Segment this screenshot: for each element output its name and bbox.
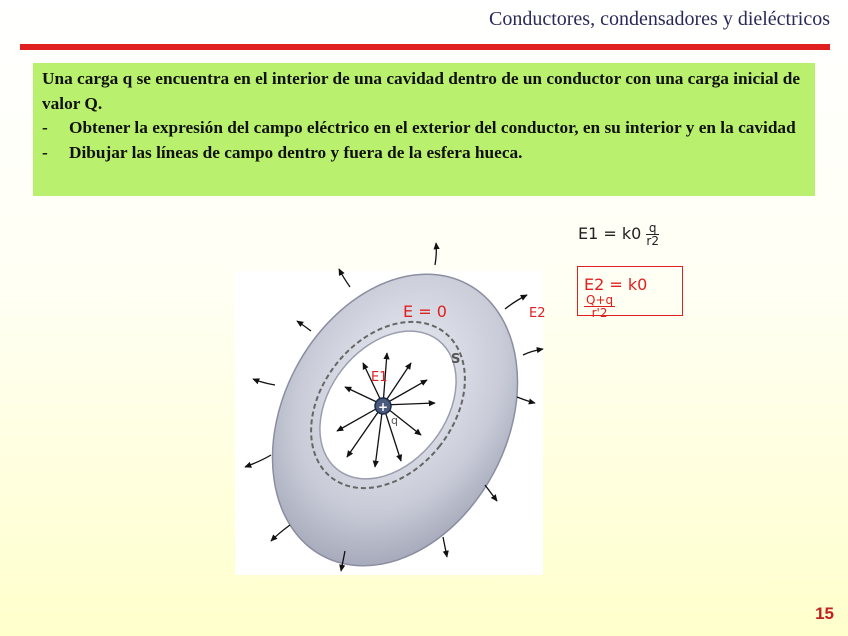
charge-label: q	[391, 414, 398, 427]
equation-e1-den: r2	[646, 234, 659, 248]
equation-e1-fraction	[646, 222, 659, 247]
label-cavity-field: E1	[371, 370, 388, 385]
bullet-text: Dibujar las líneas de campo dentro y fuera de la esfera hueca.	[69, 142, 523, 162]
equation-e1-lhs: E1 = k0	[578, 224, 642, 243]
problem-statement	[33, 63, 815, 196]
equation-e2-num: Q+q	[586, 293, 614, 307]
bullet-marker: -	[42, 118, 48, 137]
slide-title: Conductores, condensadores y dieléctricos	[488, 8, 830, 30]
page-number: 15	[815, 604, 834, 623]
problem-bullet-1	[42, 116, 807, 141]
equation-e1-num: q	[646, 222, 659, 235]
surface-label: S	[451, 352, 461, 367]
bullet-text: Obtener la expresión del campo eléctrico en el exterior del conductor, en su interior y en la cavidad	[69, 118, 796, 137]
problem-bullet-2	[42, 141, 807, 166]
conductor-diagram	[235, 235, 555, 580]
charge-symbol: +	[377, 400, 389, 414]
label-inside-conductor: E = 0	[403, 302, 447, 321]
equation-e2-fraction	[584, 294, 615, 319]
equation-e2-lhs: E2 = k0	[584, 275, 648, 294]
title-rule	[20, 44, 830, 50]
equation-e1	[578, 222, 659, 247]
label-outer-field: E2	[529, 306, 546, 321]
conductor-figure	[235, 235, 555, 580]
equation-e2-boxed	[577, 266, 683, 320]
bullet-marker: -	[42, 142, 48, 162]
problem-intro: Una carga q se encuentra en el interior de una cavidad dentro de un conductor con una carga inicial de valor Q.	[42, 69, 800, 113]
equation-e2-den: r'2	[591, 306, 608, 320]
